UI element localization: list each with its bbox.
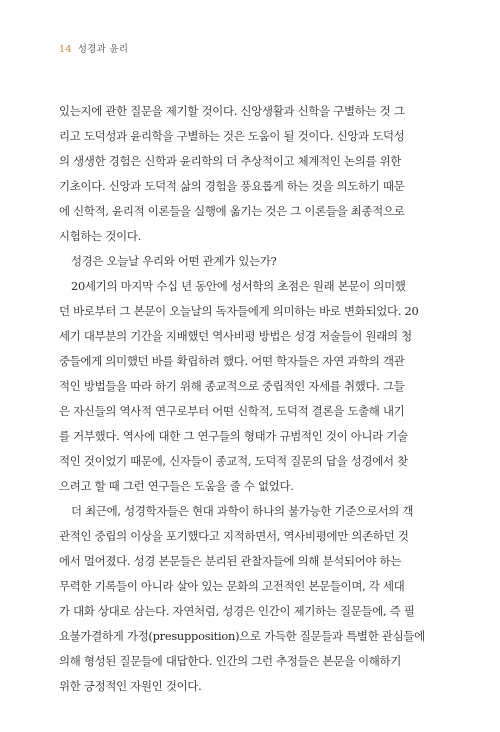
paragraph (59, 503, 435, 703)
text-line: 더 최근에, 성경학자들은 현대 과학이 하나의 불가능한 기준으로서의 객 (71, 504, 414, 518)
body-text (59, 103, 435, 703)
text-line: 를 거부했다. 역사에 대한 그 연구들의 형태가 규범적인 것이 아니라 기술 (59, 429, 408, 443)
text-line: 있는지에 관한 질문을 제기할 것이다. 신앙생활과 신학을 구별하는 것 그 (59, 104, 405, 118)
text-line: 위한 긍정적인 자원인 것이다. (59, 679, 202, 693)
text-line: 시험하는 것이다. (59, 229, 142, 243)
text-line: 에 신학적, 윤리적 이론들을 실행에 옮기는 것은 그 이론들을 최종적으로 (59, 204, 405, 218)
text-line: 에서 멀어졌다. 성경 본문들은 분리된 관찰자들에 의해 분석되어야 하는 (59, 554, 402, 568)
text-line: 은 자신들의 역사적 연구로부터 어떤 신학적, 도덕적 결론을 도출해 내기 (59, 404, 405, 418)
paragraph (59, 253, 435, 278)
text-line: 으려고 할 때 그런 연구들은 도움을 줄 수 없었다. (59, 479, 294, 493)
running-header (59, 41, 128, 55)
paragraph (59, 103, 435, 253)
text-line: 의 생생한 경험은 신학과 윤리학의 더 추상적이고 체계적인 논의를 위한 (59, 154, 402, 168)
paragraph (59, 278, 435, 503)
text-line: 중들에게 의미했던 바를 확립하려 했다. 어떤 학자들은 자연 과학의 객관 (59, 354, 405, 368)
text-line: 의해 형성된 질문들에 대답한다. 인간의 그런 추정들은 본문을 이해하기 (59, 654, 402, 668)
text-line: 리고 도덕성과 윤리학을 구별하는 것은 도움이 될 것이다. 신앙과 도덕성 (59, 129, 405, 143)
text-line: 성경은 오늘날 우리와 어떤 관계가 있는가? (71, 254, 277, 268)
text-line: 적인 것이었기 때문에, 신자들이 종교적, 도덕적 질문의 답을 성경에서 찾 (59, 454, 408, 468)
text-line: 가 대화 상대로 삼는다. 자연처럼, 성경은 인간이 제기하는 질문들에, 즉 필 (59, 604, 415, 618)
text-line: 던 바로부터 그 본문이 오늘날의 독자들에게 의미하는 바로 변화되었다. 20 (59, 304, 419, 318)
text-line: 20세기의 마지막 수십 년 동안에 성서학의 초점은 원래 본문이 의미했 (71, 279, 406, 293)
text-line: 기초이다. 신앙과 도덕적 삶의 경험을 풍요롭게 하는 것을 의도하기 때문 (59, 179, 405, 193)
running-title: 성경과 윤리 (77, 44, 129, 55)
text-line: 요불가결하게 가정(presupposition)으로 가득한 질문들과 특별한 관심들에 (59, 629, 425, 643)
text-line: 적인 방법들을 따라 하기 위해 종교적으로 중립적인 자세를 취했다. 그들 (59, 379, 405, 393)
text-line: 무력한 기록들이 아니라 살아 있는 문화의 고전적인 본문들이며, 각 세대 (59, 579, 405, 593)
text-line: 세기 대부분의 기간을 지배했던 역사비평 방법은 성경 저술들이 원래의 청 (59, 329, 412, 343)
page-number: 14 (59, 44, 72, 55)
text-line: 관적인 중립의 이상을 포기했다고 지적하면서, 역사비평에만 의존하던 것 (59, 529, 409, 543)
